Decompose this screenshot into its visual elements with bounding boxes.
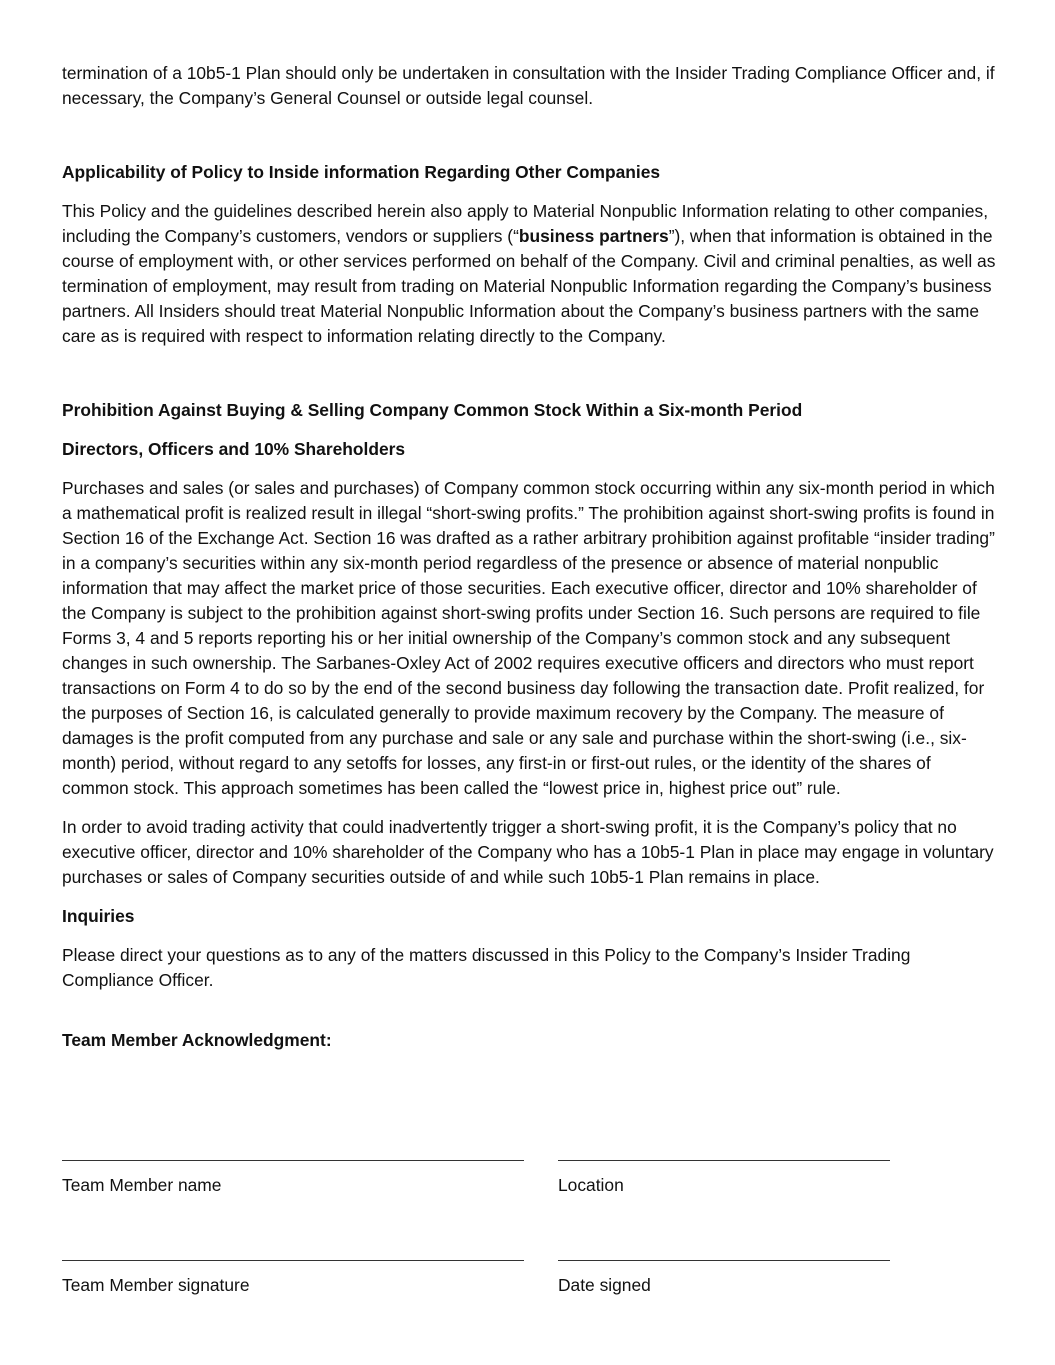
short-swing-paragraph-1: Purchases and sales (or sales and purchases) of Company common stock occurring within any six-month period in which a mathematical profit is realized result in illegal “short-swing profits.” The prohibition against short-swing profits is found in Section 16 of the Exchange Act. Section 16 was drafted as a rather arbitrary prohibition against profitable “insider trading” in a company’s securities within any six-month period regardless of the presence or absence of material nonpublic information that may affect the market price of those securities. Each executive officer, director and 10% shareholder of the Company is subject to the prohibition against short-swing profits under Section 16. Such persons are required to file Forms 3, 4 and 5 reports reporting his or her initial ownership of the Company’s common stock and any subsequent changes in such ownership. The Sarbanes-Oxley Act of 2002 requires executive officers and directors who must report transactions on Form 4 to do so by the end of the second business day following the transaction date. Profit realized, for the purposes of Section 16, is calculated generally to provide maximum recovery by the Company. The measure of damages is the profit computed from any purchase and sale or any sale and purchase within the short-swing (i.e., six-month) period, without regard to any setoffs for losses, any first-in or first-out rules, or the identity of the shares of common stock. This approach sometimes has been called the “lowest price in, highest price out” rule. xyxy=(62,478,995,798)
team-member-name-line[interactable] xyxy=(62,1160,524,1161)
location-line[interactable] xyxy=(558,1160,890,1161)
intro-paragraph: termination of a 10b5-1 Plan should only be undertaken in consultation with the Insider Trading Compliance Officer and, if necessary, the Company’s General Counsel or outside legal counsel. xyxy=(62,63,995,108)
location-label: Location xyxy=(558,1175,624,1195)
other-companies-paragraph xyxy=(62,199,997,349)
other-companies-text-1: This Policy and the guidelines described herein also apply to Material Nonpublic Information relating to other companies, including the Company’s customers, vendors or suppliers (“ xyxy=(62,201,989,246)
team-member-signature-field[interactable] xyxy=(62,1260,524,1298)
section-heading-short-swing: Prohibition Against Buying & Selling Company Common Stock Within a Six-month Period xyxy=(62,400,803,420)
short-swing-paragraph-2: In order to avoid trading activity that could inadvertently trigger a short-swing profit, it is the Company’s policy that no executive officer, director and 10% shareholder of the Company who has a 10b5-1 Plan in place may engage in voluntary purchases or sales of Company securities outside of and while such 10b5-1 Plan remains in place. xyxy=(62,817,994,887)
document-page xyxy=(62,61,997,1067)
date-signed-field[interactable] xyxy=(558,1260,890,1298)
inquiries-paragraph: Please direct your questions as to any of the matters discussed in this Policy to the Company’s Insider Trading Compliance Officer. xyxy=(62,945,911,990)
section-heading-other-companies: Applicability of Policy to Inside information Regarding Other Companies xyxy=(62,162,661,182)
signature-area xyxy=(62,1160,997,1360)
signature-row-2 xyxy=(62,1260,997,1360)
team-member-signature-label: Team Member signature xyxy=(62,1275,250,1295)
team-member-name-field[interactable] xyxy=(62,1160,524,1198)
acknowledgment-heading: Team Member Acknowledgment: xyxy=(62,1030,332,1050)
business-partners-term: business partners xyxy=(518,226,669,246)
location-field[interactable] xyxy=(558,1160,890,1198)
team-member-name-label: Team Member name xyxy=(62,1175,222,1195)
section-heading-inquiries: Inquiries xyxy=(62,906,135,926)
date-signed-line[interactable] xyxy=(558,1260,890,1261)
date-signed-label: Date signed xyxy=(558,1275,651,1295)
team-member-signature-line[interactable] xyxy=(62,1260,524,1261)
other-companies-text-2: ”), when that information is obtained in the course of employment with, or other services performed on behalf of the Company. Civil and criminal penalties, as well as termination of employment, may result from trading on Material Nonpublic Information regarding the Company’s business partners. All Insiders should treat Material Nonpublic Information about the Company’s business partners with the same care as is required with respect to information relating directly to the Company. xyxy=(62,226,996,346)
signature-row-1 xyxy=(62,1160,997,1260)
subheading-directors-officers: Directors, Officers and 10% Shareholders xyxy=(62,439,406,459)
